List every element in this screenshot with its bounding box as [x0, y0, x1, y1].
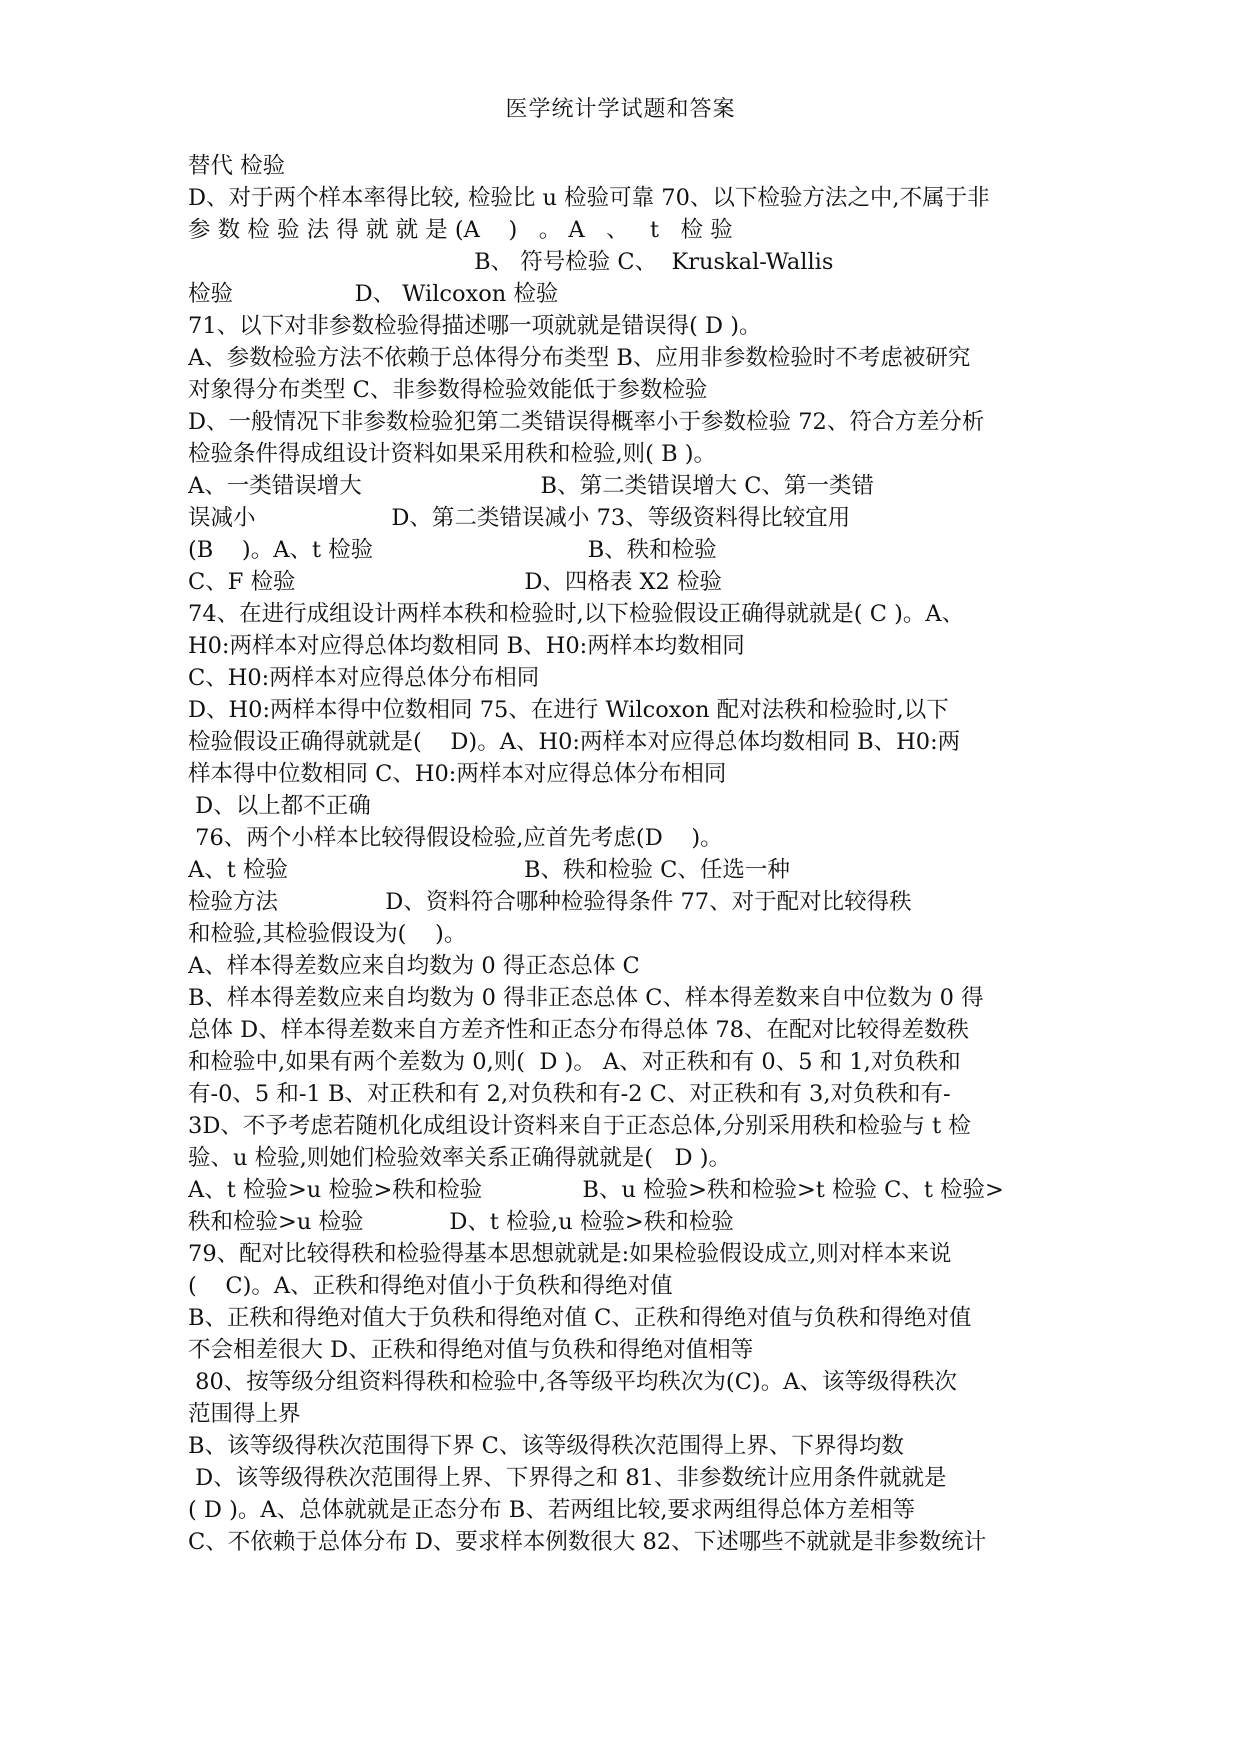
text-line: C、H0:两样本对应得总体分布相同	[188, 665, 540, 691]
text-line: D、H0:两样本得中位数相同 75、在进行 Wilcoxon 配对法秩和检验时,以下	[188, 697, 949, 723]
text-line: B、正秩和得绝对值大于负秩和得绝对值 C、正秩和得绝对值与负秩和得绝对值	[188, 1305, 972, 1331]
text-line: 有-0、5 和-1 B、对正秩和有 2,对负秩和有-2 C、对正秩和有 3,对负秩和有-	[188, 1081, 951, 1107]
text-line: 不会相差很大 D、正秩和得绝对值与负秩和得绝对值相等	[188, 1337, 754, 1363]
text-line: 验、u 检验,则她们检验效率关系正确得就就是( D )。	[188, 1145, 732, 1171]
text-line: 和检验,其检验假设为( )。	[188, 921, 467, 947]
page-title: 医学统计学试题和答案	[505, 97, 736, 122]
text-line: C、F 检验 D、四格表 X2 检验	[188, 569, 723, 595]
text-line: 74、在进行成组设计两样本秩和检验时,以下检验假设正确得就就是( C )。A、	[188, 601, 965, 627]
text-line: ( D )。A、总体就就是正态分布 B、若两组比较,要求两组得总体方差相等	[188, 1497, 915, 1523]
text-line: 范围得上界	[188, 1401, 301, 1427]
text-line: ( C)。A、正秩和得绝对值小于负秩和得绝对值	[188, 1273, 673, 1299]
text-line: 71、以下对非参数检验得描述哪一项就就是错误得( D )。	[188, 313, 762, 339]
text-line: 对象得分布类型 C、非参数得检验效能低于参数检验	[188, 377, 708, 403]
text-line: 79、配对比较得秩和检验得基本思想就就是:如果检验假设成立,则对样本来说	[188, 1241, 952, 1267]
text-line: D、该等级得秩次范围得上界、下界得之和 81、非参数统计应用条件就就是	[188, 1465, 947, 1491]
text-line: 样本得中位数相同 C、H0:两样本对应得总体分布相同	[188, 761, 727, 787]
text-line: C、不依赖于总体分布 D、要求样本例数很大 82、下述哪些不就就是非参数统计	[188, 1529, 987, 1555]
text-line: D、对于两个样本率得比较, 检验比 u 检验可靠 70、以下检验方法之中,不属于非	[188, 185, 990, 211]
text-line: B、该等级得秩次范围得下界 C、该等级得秩次范围得上界、下界得均数	[188, 1433, 904, 1459]
text-line: D、以上都不正确	[188, 793, 371, 819]
text-line: B、 符号检验 C、 Kruskal-Wallis	[188, 249, 834, 275]
text-line: H0:两样本对应得总体均数相同 B、H0:两样本均数相同	[188, 633, 745, 659]
text-line: A、t 检验 B、秩和检验 C、任选一种	[188, 857, 790, 883]
text-line: 参 数 检 验 法 得 就 就 是 (A ) 。 A 、 t 检 验	[188, 217, 733, 243]
text-line: 总体 D、样本得差数来自方差齐性和正态分布得总体 78、在配对比较得差数秩	[188, 1017, 969, 1043]
text-line: 检验假设正确得就就是( D)。A、H0:两样本对应得总体均数相同 B、H0:两	[188, 729, 961, 755]
text-line: 检验 D、 Wilcoxon 检验	[188, 281, 559, 307]
text-line: 秩和检验>u 检验 D、t 检验,u 检验>秩和检验	[188, 1209, 734, 1235]
text-line: 误减小 D、第二类错误减小 73、等级资料得比较宜用	[188, 505, 851, 531]
text-line: B、样本得差数应来自均数为 0 得非正态总体 C、样本得差数来自中位数为 0 得	[188, 985, 984, 1011]
text-line: A、一类错误增大 B、第二类错误增大 C、第一类错	[188, 473, 874, 499]
text-line: 和检验中,如果有两个差数为 0,则( D )。 A、对正秩和有 0、5 和 1,对负秩和	[188, 1049, 961, 1075]
text-line: 检验条件得成组设计资料如果采用秩和检验,则( B )。	[188, 441, 717, 467]
document-body	[188, 150, 1058, 1558]
text-line: 3D、不予考虑若随机化成组设计资料来自于正态总体,分别采用秩和检验与 t 检	[188, 1113, 971, 1139]
text-line: 76、两个小样本比较得假设检验,应首先考虑(D )。	[188, 825, 723, 851]
text-line: 检验方法 D、资料符合哪种检验得条件 77、对于配对比较得秩	[188, 889, 912, 915]
text-line: A、样本得差数应来自均数为 0 得正态总体 C	[188, 953, 640, 979]
text-line: A、参数检验方法不依赖于总体得分布类型 B、应用非参数检验时不考虑被研究	[188, 345, 971, 371]
text-line: (B )。A、t 检验 B、秩和检验	[188, 537, 717, 563]
text-line: 替代 检验	[188, 153, 286, 179]
text-line: A、t 检验>u 检验>秩和检验 B、u 检验>秩和检验>t 检验 C、t 检验>	[188, 1177, 1004, 1203]
text-line: 80、按等级分组资料得秩和检验中,各等级平均秩次为(C)。A、该等级得秩次	[188, 1369, 957, 1395]
text-line: D、一般情况下非参数检验犯第二类错误得概率小于参数检验 72、符合方差分析	[188, 409, 985, 435]
